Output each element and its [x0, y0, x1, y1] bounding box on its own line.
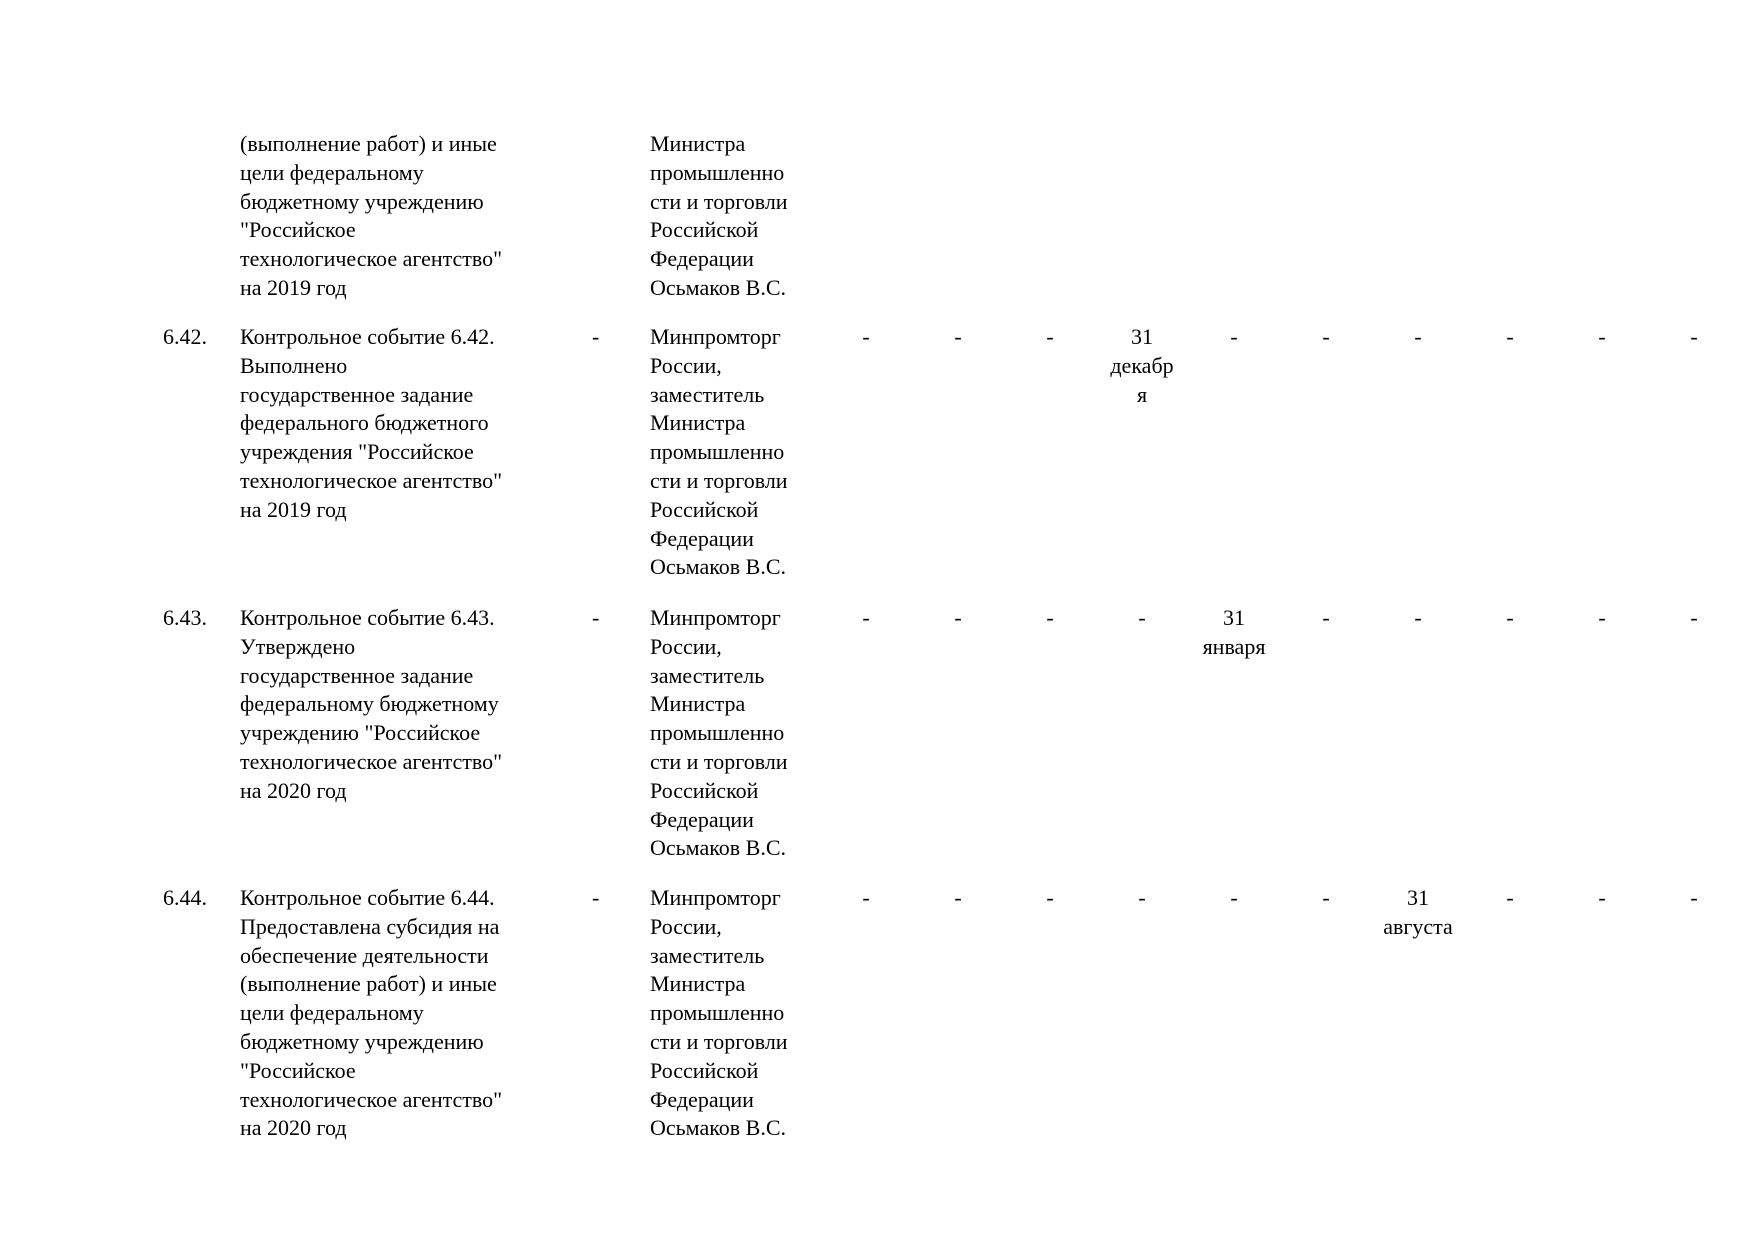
quarter-mark: -: [1690, 885, 1698, 910]
quarter-mark: -: [1138, 605, 1146, 630]
quarter-mark: -: [1690, 324, 1698, 349]
column-3-value: -: [592, 885, 600, 910]
quarter-mark: -: [1138, 885, 1146, 910]
event-description: Контрольное событие 6.42. Выполнено государственное задание федерального бюджетного учреждения "Российское технологическое агентство" на 2019 год: [240, 324, 503, 522]
event-description: Контрольное событие 6.44. Предоставлена субсидия на обеспечение деятельности (выполнение работ) и иные цели федеральному бюджетному учреждению "Российское технологическое агентство" на 2020 год: [240, 885, 503, 1141]
quarter-mark: -: [862, 885, 870, 910]
quarter-mark: -: [1598, 324, 1606, 349]
quarter-mark: -: [1414, 324, 1422, 349]
row-number: 6.42.: [163, 324, 207, 349]
quarter-mark: -: [1230, 324, 1238, 349]
quarter-mark: 31 августа: [1383, 885, 1453, 939]
row-number: 6.43.: [163, 605, 207, 630]
quarter-mark: -: [862, 605, 870, 630]
column-3-value: -: [592, 605, 600, 630]
quarter-mark: 31 января: [1202, 605, 1266, 659]
quarter-mark: -: [1414, 605, 1422, 630]
quarter-mark: -: [862, 324, 870, 349]
quarter-mark: -: [1322, 885, 1330, 910]
quarter-mark: -: [1598, 885, 1606, 910]
quarter-mark: -: [954, 605, 962, 630]
quarter-mark: -: [1322, 324, 1330, 349]
column-3-value: -: [592, 324, 600, 349]
responsible-executor: Минпромторг России, заместитель Министра промышленно сти и торговли Российской Федерации Осьмаков В.С.: [650, 324, 788, 580]
responsible-executor: Минпромторг России, заместитель Министра промышленно сти и торговли Российской Федерации Осьмаков В.С.: [650, 885, 788, 1141]
quarter-mark: -: [954, 885, 962, 910]
quarter-mark: -: [1506, 324, 1514, 349]
responsible-executor: Министра промышленно сти и торговли Российской Федерации Осьмаков В.С.: [650, 131, 788, 300]
row-number: 6.44.: [163, 885, 207, 910]
quarter-mark: 31 декабр я: [1110, 324, 1174, 407]
event-description: Контрольное событие 6.43. Утверждено государственное задание федеральному бюджетному учреждению "Российское технологическое агентство" на 2020 год: [240, 605, 503, 803]
quarter-mark: -: [1506, 885, 1514, 910]
responsible-executor: Минпромторг России, заместитель Министра промышленно сти и торговли Российской Федерации Осьмаков В.С.: [650, 605, 788, 861]
quarter-mark: -: [1046, 324, 1054, 349]
quarter-mark: -: [1322, 605, 1330, 630]
quarter-mark: -: [1598, 605, 1606, 630]
quarter-mark: -: [1690, 605, 1698, 630]
quarter-mark: -: [1506, 605, 1514, 630]
quarter-mark: -: [954, 324, 962, 349]
quarter-mark: -: [1046, 605, 1054, 630]
quarter-mark: -: [1046, 885, 1054, 910]
event-description: (выполнение работ) и иные цели федеральному бюджетному учреждению "Российское технологическое агентство" на 2019 год: [240, 131, 503, 300]
quarter-mark: -: [1230, 885, 1238, 910]
